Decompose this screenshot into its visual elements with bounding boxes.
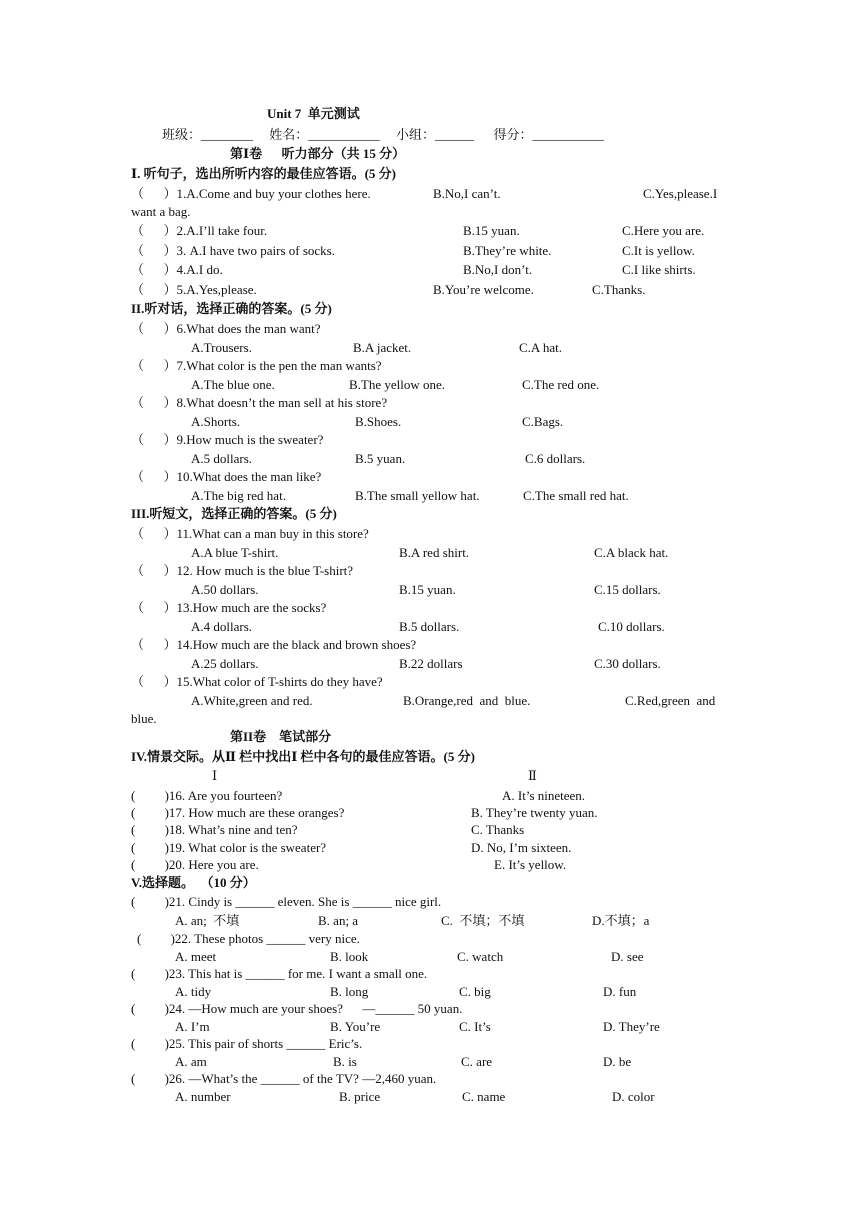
q7-option-c: C.The red one. (522, 377, 600, 392)
q14-stem: （ ）14.How much are the black and brown shoes? (131, 637, 417, 652)
part1-heading: 第Ⅰ卷 听力部分（共 15 分） (230, 146, 406, 161)
q25-option-d: D. be (603, 1054, 632, 1069)
q3-option-b: B.They’re white. (463, 243, 552, 258)
q24-option-c: C. It’s (459, 1019, 491, 1034)
q10-option-b: B.The small yellow hat. (355, 488, 480, 503)
q24-option-d: D. They’re (603, 1019, 660, 1034)
section3-title: III.听短文，选择正确的答案。(5 分) (131, 506, 337, 521)
section5-title: V.选择题。 （10 分） (131, 875, 256, 890)
q7-option-a: A.The blue one. (191, 377, 275, 392)
q21-stem: ( )21. Cindy is ______ eleven. She is ______ nice girl. (131, 894, 442, 909)
doc-title: Unit 7 单元测试 (267, 106, 360, 121)
q18-stem: ( )18. What’s nine and ten? (131, 822, 298, 837)
q8-option-b: B.Shoes. (355, 414, 402, 429)
q11-option-c: C.A black hat. (594, 545, 669, 560)
q22-option-b: B. look (330, 949, 369, 964)
response-c: C. Thanks (471, 822, 525, 837)
q2-option-c: C.Here you are. (622, 223, 705, 238)
q4-stem: （ ）4.A.I do. (131, 262, 223, 277)
q23-stem: ( )23. This hat is ______ for me. I want a small one. (131, 966, 428, 981)
q9-option-b: B.5 yuan. (355, 451, 406, 466)
q1-option-c-wrap: want a bag. (131, 204, 191, 219)
q4-option-b: B.No,I don’t. (463, 262, 533, 277)
q26-option-c: C. name (462, 1089, 506, 1104)
q23-option-a: A. tidy (175, 984, 212, 999)
q8-option-a: A.Shorts. (191, 414, 241, 429)
q12-option-b: B.15 yuan. (399, 582, 456, 597)
q22-stem: ( )22. These photos ______ very nice. (137, 931, 360, 946)
q7-stem: （ ）7.What color is the pen the man wants? (131, 358, 382, 373)
q1-option-c: C.Yes,please.I (643, 186, 718, 201)
q6-option-a: A.Trousers. (191, 340, 252, 355)
q26-stem: ( )26. —What’s the ______ of the TV? —2,460 yuan. (131, 1071, 437, 1086)
q6-option-b: B.A jacket. (353, 340, 412, 355)
q3-stem: （ ）3. A.I have two pairs of socks. (131, 243, 335, 258)
q13-option-c: C.10 dollars. (598, 619, 665, 634)
q14-option-c: C.30 dollars. (594, 656, 661, 671)
q21-option-b: B. an; a (318, 913, 359, 928)
q13-stem: （ ）13.How much are the socks? (131, 600, 327, 615)
q24-option-b: B. You’re (330, 1019, 381, 1034)
q15-stem: （ ）15.What color of T-shirts do they have? (131, 674, 383, 689)
q8-option-c: C.Bags. (522, 414, 564, 429)
q2-option-b: B.15 yuan. (463, 223, 520, 238)
q26-option-d: D. color (612, 1089, 655, 1104)
q14-option-b: B.22 dollars (399, 656, 463, 671)
q25-stem: ( )25. This pair of shorts ______ Eric’s. (131, 1036, 363, 1051)
q15-option-a: A.White,green and red. (191, 693, 313, 708)
q4-option-c: C.I like shirts. (622, 262, 696, 277)
q14-option-a: A.25 dollars. (191, 656, 259, 671)
q21-option-c: C. 不填；不填 (441, 913, 525, 928)
section1-title: Ⅰ. 听句子，选出所听内容的最佳应答语。(5 分) (131, 166, 396, 181)
column2-header: Ⅱ (528, 768, 537, 783)
q16-stem: ( )16. Are you fourteen? (131, 788, 283, 803)
q24-option-a: A. I’m (175, 1019, 210, 1034)
q22-option-a: A. meet (175, 949, 217, 964)
section4-title: IV.情景交际。从Ⅱ 栏中找出Ⅰ 栏中各句的最佳应答语。(5 分) (131, 749, 475, 764)
q11-option-a: A.A blue T-shirt. (191, 545, 279, 560)
q11-option-b: B.A red shirt. (399, 545, 470, 560)
response-b: B. They’re twenty yuan. (471, 805, 598, 820)
q21-option-d: D.不填；a (592, 913, 650, 928)
q25-option-c: C. are (461, 1054, 493, 1069)
q12-option-a: A.50 dollars. (191, 582, 259, 597)
q8-stem: （ ）8.What doesn’t the man sell at his store? (131, 395, 388, 410)
q23-option-b: B. long (330, 984, 369, 999)
part2-heading: 第II卷 笔试部分 (230, 729, 332, 744)
q9-option-c: C.6 dollars. (525, 451, 586, 466)
response-d: D. No, I’m sixteen. (471, 840, 572, 855)
q20-stem: ( )20. Here you are. (131, 857, 259, 872)
q15-option-b: B.Orange,red and blue. (403, 693, 531, 708)
q25-option-b: B. is (333, 1054, 357, 1069)
q9-stem: （ ）9.How much is the sweater? (131, 432, 324, 447)
q10-stem: （ ）10.What does the man like? (131, 469, 322, 484)
q2-stem: （ ）2.A.I’ll take four. (131, 223, 268, 238)
q5-option-c: C.Thanks. (592, 282, 646, 297)
section2-title: II.听对话，选择正确的答案。(5 分) (131, 301, 332, 316)
q26-option-a: A. number (175, 1089, 231, 1104)
q6-stem: （ ）6.What does the man want? (131, 321, 321, 336)
q10-option-c: C.The small red hat. (523, 488, 629, 503)
q5-option-b: B.You’re welcome. (433, 282, 534, 297)
q1-option-b: B.No,I can’t. (433, 186, 501, 201)
q21-option-a: A. an; 不填 (175, 913, 240, 928)
column1-header: Ⅰ (212, 768, 218, 783)
q23-option-d: D. fun (603, 984, 637, 999)
q3-option-c: C.It is yellow. (622, 243, 695, 258)
q15-option-c: C.Red,green and (625, 693, 716, 708)
student-info-line: 班级：________ 姓名：___________ 小组：______ 得分：___________ (162, 127, 605, 142)
q9-option-a: A.5 dollars. (191, 451, 253, 466)
q17-stem: ( )17. How much are these oranges? (131, 805, 345, 820)
q10-option-a: A.The big red hat. (191, 488, 286, 503)
q12-stem: （ ）12. How much is the blue T-shirt? (131, 563, 354, 578)
q26-option-b: B. price (339, 1089, 381, 1104)
q22-option-d: D. see (611, 949, 644, 964)
q23-option-c: C. big (459, 984, 491, 999)
q13-option-a: A.4 dollars. (191, 619, 253, 634)
q7-option-b: B.The yellow one. (349, 377, 446, 392)
q22-option-c: C. watch (457, 949, 504, 964)
q15-option-c-wrap: blue. (131, 711, 157, 726)
q13-option-b: B.5 dollars. (399, 619, 460, 634)
response-e: E. It’s yellow. (494, 857, 567, 872)
q25-option-a: A. am (175, 1054, 207, 1069)
q1-stem: （ ）1.A.Come and buy your clothes here. (131, 186, 371, 201)
q24-stem: ( )24. —How much are your shoes? —______ 50 yuan. (131, 1001, 463, 1016)
q12-option-c: C.15 dollars. (594, 582, 661, 597)
q5-stem: （ ）5.A.Yes,please. (131, 282, 257, 297)
response-a: A. It’s nineteen. (502, 788, 586, 803)
q11-stem: （ ）11.What can a man buy in this store? (131, 526, 369, 541)
q6-option-c: C.A hat. (519, 340, 562, 355)
q19-stem: ( )19. What color is the sweater? (131, 840, 327, 855)
